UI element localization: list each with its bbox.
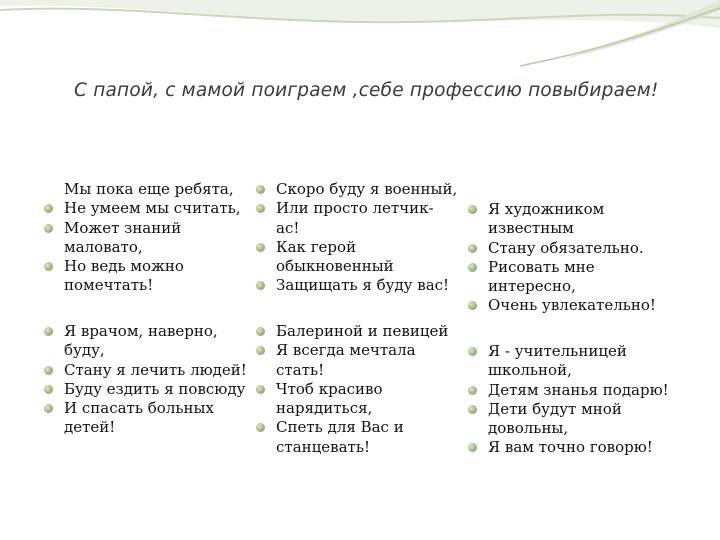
bullet-icon (468, 405, 477, 414)
bullet-icon (44, 404, 53, 413)
bullet-icon (256, 204, 265, 213)
verse-line (256, 257, 457, 276)
verse-text: довольны, (488, 419, 569, 438)
bullet-icon (44, 385, 53, 394)
verse-line (256, 399, 448, 418)
verse-line (256, 361, 448, 380)
verse-line (256, 219, 457, 238)
verse-block-2 (256, 180, 457, 296)
verse-text: Я вам точно говорю! (488, 438, 653, 457)
bullet-icon (44, 204, 53, 213)
verse-line (256, 380, 448, 399)
bullet-icon (256, 423, 265, 432)
verse-line (256, 276, 457, 295)
verse-line (44, 180, 241, 199)
verse-text: Защищать я буду вас! (276, 276, 450, 295)
verse-text: Очень увлекательно! (488, 296, 656, 315)
verse-line (468, 296, 656, 315)
verse-text: Скоро буду я военный, (276, 180, 458, 198)
bullet-icon (256, 243, 265, 252)
verse-text: Спеть для Вас и (276, 418, 404, 437)
verse-text: интересно, (488, 277, 576, 296)
verse-line (44, 219, 241, 238)
verse-line (256, 180, 457, 199)
verse-text: Я всегда мечтала (276, 341, 416, 360)
verse-line (256, 341, 448, 360)
verse-text: стать! (276, 360, 325, 379)
verse-text: буду, (64, 341, 105, 360)
verse-line (44, 199, 241, 218)
verse-text: известным (488, 219, 574, 238)
verse-line (468, 419, 669, 438)
verse-line (44, 418, 247, 437)
verse-line (256, 418, 448, 437)
bullet-icon (256, 346, 265, 355)
bullet-icon (44, 224, 53, 233)
verse-text: школьной, (488, 361, 572, 380)
verse-block-4 (44, 322, 247, 438)
bullet-icon (256, 327, 265, 336)
verse-text: Не умеем мы считать, (64, 199, 241, 218)
verse-text: Как герой (276, 237, 357, 256)
verse-text: нарядиться, (276, 399, 373, 418)
verse-line (256, 322, 448, 341)
verse-text: Стану я лечить людей! (64, 360, 247, 379)
bullet-icon (256, 385, 265, 394)
verse-block-3 (468, 200, 656, 316)
verse-line (468, 381, 669, 400)
verse-line (44, 257, 241, 276)
verse-text: Я врачом, наверно, (64, 322, 218, 340)
bullet-icon (256, 281, 265, 290)
bullet-icon (44, 262, 53, 271)
bullet-icon (468, 386, 477, 395)
verse-line (468, 438, 669, 457)
verse-line (468, 400, 669, 419)
verse-line (44, 341, 247, 360)
slide-title: С папой, с мамой поиграем ,себе профессию повыбираем! (74, 80, 659, 101)
verse-line (256, 238, 457, 257)
verse-text: Но ведь можно (64, 257, 184, 276)
verse-line (44, 322, 247, 341)
verse-block-1 (44, 180, 241, 296)
verse-text: детей! (64, 418, 116, 437)
verse-text: Может знаний (64, 218, 182, 237)
verse-text: Стану обязательно. (488, 238, 644, 257)
verse-text: маловато, (64, 237, 143, 256)
verse-line (256, 199, 457, 218)
verse-line (44, 399, 247, 418)
verse-line (468, 239, 656, 258)
verse-line (256, 438, 448, 457)
bullet-icon (468, 205, 477, 214)
verse-text: Буду ездить я повсюду (64, 379, 246, 398)
header-decoration (0, 0, 720, 80)
verse-text: Или просто летчик- (276, 199, 434, 218)
verse-text: И спасать больных (64, 399, 214, 418)
verse-block-5 (256, 322, 448, 457)
verse-text: Балериной и певицей (276, 322, 449, 340)
bullet-icon (468, 244, 477, 253)
verse-line (44, 276, 241, 295)
verse-line (468, 361, 669, 380)
verse-line (44, 380, 247, 399)
verse-text: Мы пока еще ребята, (64, 180, 234, 198)
bullet-icon (44, 327, 53, 336)
bullet-icon (44, 366, 53, 375)
verse-line (468, 277, 656, 296)
bullet-icon (468, 301, 477, 310)
verse-line (468, 200, 656, 219)
verse-line (468, 219, 656, 238)
verse-text: помечтать! (64, 276, 154, 295)
verse-text: Рисовать мне (488, 257, 595, 276)
verse-line (468, 342, 669, 361)
verse-text: Я - учительницей (488, 342, 627, 360)
bullet-icon (256, 185, 265, 194)
verse-text: станцевать! (276, 437, 371, 456)
verse-text: ас! (276, 218, 300, 237)
verse-text: обыкновенный (276, 257, 394, 276)
bullet-icon (468, 263, 477, 272)
verse-text: Дети будут мной (488, 399, 622, 418)
bullet-icon (468, 347, 477, 356)
verse-text: Я художником (488, 200, 605, 218)
verse-text: Чтоб красиво (276, 379, 383, 398)
verse-block-6 (468, 342, 669, 458)
bullet-icon (468, 443, 477, 452)
verse-line (468, 258, 656, 277)
verse-text: Детям знанья подарю! (488, 380, 669, 399)
verse-line (44, 238, 241, 257)
verse-line (44, 361, 247, 380)
